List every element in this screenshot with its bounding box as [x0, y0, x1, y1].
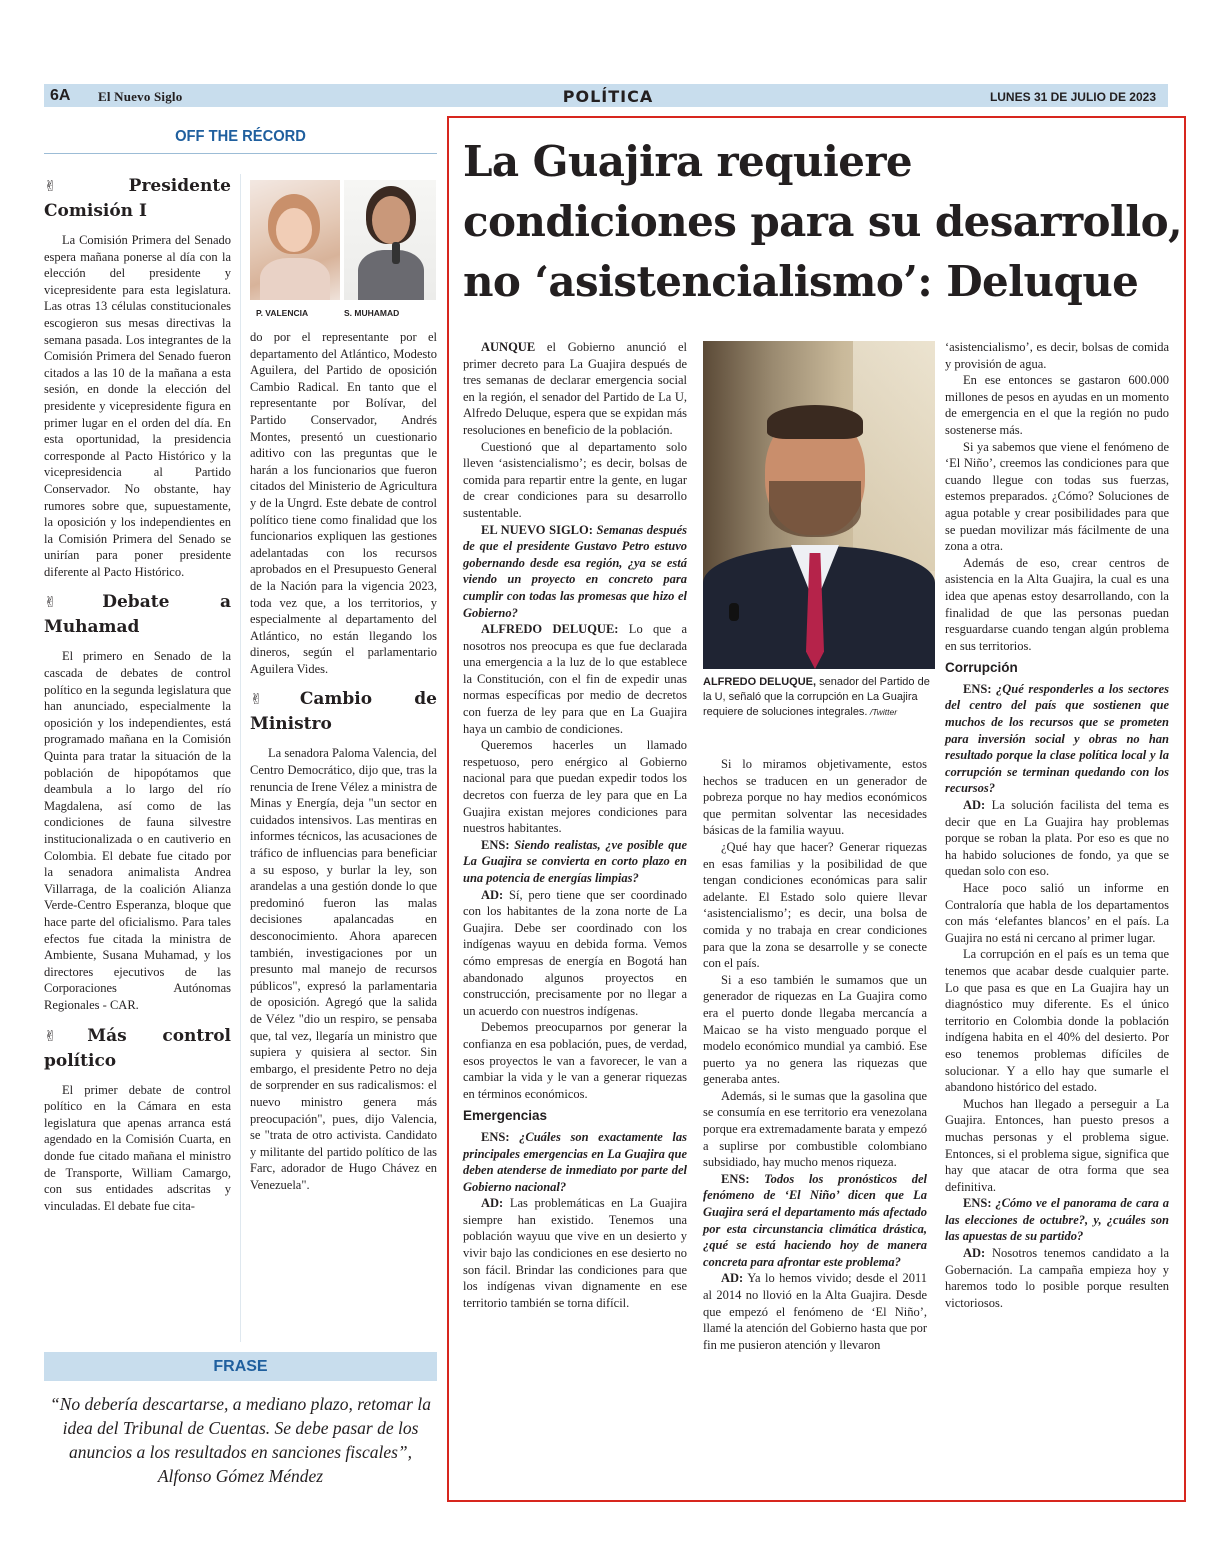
- sidebar-rule: [44, 153, 437, 154]
- article-photo: [703, 341, 935, 669]
- article-subheading: Emergencias: [463, 1108, 548, 1124]
- sidebar-item-text: do por el representante por el departamento del Atlántico, Modesto Aguilera, del Partido de oposición Cambio Radical. En tanto que el representante por Bolívar, del Partido Conservador, Andrés Montes, presentó un cuestionario aditivo con las preguntas que le harán a los funcionarios que fueron citados del Ministerio de Agricultura y de la Ungrd. Este debate de control político tiene como finalidad que los funcionarios expliquen las gestiones adelantadas con los recursos aprobados en el Presupuesto General de la Nación para la vigencia 2023, toda vez que, a los territorios, y especialmente al departamento del Atlántico, no están llegando los dineros, según el parlamentario Aguilera Vides.: [250, 330, 437, 676]
- frase-title: FRASE: [44, 1352, 437, 1381]
- article-paragraph: [945, 681, 1169, 797]
- photo-label: P. VALENCIA: [256, 308, 309, 318]
- victory-hand-icon: ✌: [44, 593, 102, 612]
- speaker-label: ENS:: [963, 681, 992, 696]
- article-column-3: [945, 339, 1169, 1311]
- sidebar-column-1: [44, 172, 231, 1214]
- sidebar-item-text: La Comisión Primera del Senado espera mañana ponerse al día con la elección del presidente y vicepresidente para esta legislatura. Las otras 13 células constitucionales escogieron sus mesas directivas la semana pasada. Los integrantes de la Comisión Primera del Senado fueron citados a las 10 de la mañana a esta sesión, en donde la elección del presidente y vicepresidente figura en primer lugar en el orden del día. En esta oportunidad, la presidencia corresponde al Pacto Histórico y la vicepresidencia al Partido Conservador. No obstante, hay rumores sobre que, supuestamente, la oposición y los independientes en la Comisión Primera del Senado se unirían para poner presidente diferente al Pacto Histórico.: [44, 233, 231, 579]
- article-paragraph: [463, 837, 687, 887]
- section-title: POLÍTICA: [562, 87, 654, 106]
- article-paragraph: [945, 1195, 1169, 1245]
- speaker-label: EL NUEVO SIGLO:: [481, 522, 593, 537]
- interview-question: ¿Cuáles son exactamente las principales emergencias en La Guajira que deben atenderse de inmediato por parte del Gobierno nacional?: [463, 1129, 687, 1194]
- article-paragraph: Si a eso también le sumamos que un generador de riquezas en La Guajira como era el puerto donde llegaba mercancía a Maicao se ha visto menguado porque el modelo económico mundial ya cambió. Ese puerto ya no genera las riquezas que generaba antes.: [703, 972, 927, 1087]
- article-headline: La Guajira requiere condiciones para su desarrollo, no ‘asistencialismo’: Deluque: [463, 137, 1183, 306]
- victory-hand-icon: ✌: [44, 177, 128, 195]
- article-paragraph: AD: Nosotros tenemos candidato a la Gobernación. La campaña empieza hoy y haremos todo lo posible porque resulten victoriosos.: [945, 1246, 1169, 1310]
- portrait-p-valencia: [250, 180, 340, 300]
- speaker-label: AD:: [481, 1196, 504, 1211]
- sidebar-item-text: La senadora Paloma Valencia, del Centro Democrático, dijo que, tras la renuncia de Irene Vélez a ministra de Minas y Energía, deja "un sector en cuidados intensivos. Las mentiras en informes técnicos, las acusaciones de tráfico de influencias para beneficiar a su esposo, y burlar la ley, son arandelas a una gestión donde lo que predominó fueron las malas decisiones apalancadas en desconocimiento. Ahora aparecen también, investigaciones por un presunto mal manejo de recursos públicos", expresó la parlamentaria de oposición. Agregó que la salida de Vélez "dio un respiro, se pensaba que, tal vez, llegaría un ministro que supiera y quisiera al sector. Sin embargo, el presidente Petro no deja de sorprender en sus radicalismos: el nuevo ministro genera más preocupación", pues, dijo Valencia, se "trata de otro activista. Candidato y militante del partido político de las Farc, adorador de Hugo Chávez en Venezuela".: [250, 746, 437, 1192]
- article-subheading: Corrupción: [945, 660, 1018, 676]
- newspaper-name: El Nuevo Siglo: [98, 89, 183, 104]
- article-paragraph: Debemos preocuparnos por generar la confianza en esa población, pues, de verdad, esos proyectos le van a favorecer, le van a cambiar la vida y le van a generar riquezas en términos económicos.: [463, 1020, 687, 1101]
- victory-hand-icon: ✌: [44, 1026, 87, 1045]
- speaker-label: AD:: [721, 1271, 744, 1286]
- speaker-label: ENS:: [963, 1196, 992, 1211]
- article-paragraph: ‘asistencialismo’, es decir, bolsas de comida y provisión de agua.: [945, 340, 1169, 371]
- article-paragraph: Si lo miramos objetivamente, estos hechos se traducen en un generador de pobreza porque no hay medios económicos que permitan solventar las necesidades básicas de la familia wayuu.: [703, 757, 927, 838]
- sidebar-item-heading: ✌Más control político: [44, 1025, 231, 1071]
- speaker-label: ENS:: [481, 837, 510, 852]
- article-paragraph: AD: La solución facilista del tema es decir que en La Guajira hay problemas porque se roban la plata. Por eso es que no ha habido soluciones de fondo, ya que se quedan solo con eso.: [945, 798, 1169, 879]
- speaker-label: AD:: [481, 887, 504, 902]
- interview-question: Todos los pronósticos del fenómeno de ‘El Niño’ dicen que La Guajira será el departamento más afectado por esta circunstancia climática drástica, ¿qué se está haciendo hoy de manera concreta para afrontar este problema?: [703, 1171, 927, 1269]
- speaker-label: AD:: [963, 798, 986, 813]
- article-paragraph: ¿Qué hay que hacer? Generar riquezas en esas familias y la posibilidad de que tengan condiciones económicas para salir adelante. El Estado solo quiere llevar ‘asistencialismo’; es decir, una bolsa de comida y no trabaja en crear condiciones para que la zona se desarrolle y se conecte con el país.: [703, 839, 927, 971]
- article-paragraph: Queremos hacerles un llamado respetuoso, pero enérgico al Gobierno nacional para que puedan expedir todos los decretos con fuerza de ley para que en La Guajira existan mejores condiciones para nuestros habitantes.: [463, 738, 687, 836]
- photo-caption: ALFREDO DELUQUE, senador del Partido de la U, señaló que la corrupción en La Guajira requiere de soluciones integrales. /Twitter: [703, 676, 930, 718]
- sidebar-item-heading: ✌Debate a Muhamad: [44, 592, 231, 638]
- interview-question: Siendo realistas, ¿ve posible que La Guajira se convierta en corto plazo en una potencia de energías limpias?: [463, 837, 687, 885]
- speaker-label: ENS:: [721, 1171, 750, 1186]
- portrait-s-muhamad: [344, 180, 436, 300]
- issue-date: LUNES 31 DE JULIO DE 2023: [989, 90, 1156, 104]
- article-paragraph: AD: Sí, pero tiene que ser coordinado con los habitantes de la zona norte de La Guajira. Debe ser coordinado con los indígenas wayuu en debida forma. Vemos cómo empresas de energía en Bogotá han abandonado algunos proyectos en construcción, precisamente por no llegar a un acuerdo con nuestros indígenas.: [463, 887, 687, 1018]
- article-column-2: [703, 756, 927, 1353]
- speaker-label: ENS:: [481, 1129, 510, 1144]
- frase-quote: “No debería descartarse, a mediano plazo, retomar la idea del Tribunal de Cuentas. Se debe pasar de los anuncios a los resultados en sanciones fiscales”, Alfonso Gómez Méndez: [50, 1394, 431, 1486]
- article-paragraph: AD: Ya lo hemos vivido; desde el 2011 al 2014 no llovió en la Alta Guajira. Desde que empezó el fenómeno de ‘El Niño’, llamé la atención del Gobierno hasta que por fin me pusieron atención y llevaron: [703, 1271, 927, 1352]
- article-paragraph: Hace poco salió un informe en Contraloría que habla de los departamentos con más ‘elefantes blancos’ en el país. La Guajira no está ni cercano al primer lugar.: [945, 881, 1169, 945]
- article-paragraph: [703, 1171, 927, 1271]
- speaker-label: AUNQUE: [481, 340, 536, 354]
- interview-question: ¿Cómo ve el panorama de cara a las elecciones de octubre?, y, ¿cuáles son las apuestas de su partido?: [945, 1196, 1169, 1244]
- article-column-1: [463, 339, 687, 1311]
- article-paragraph: La corrupción en el país es un tema que tenemos que acabar desde cualquier parte. Lo que pasa es que en La Guajira hay un diagnóstico muy diferente. Es el único territorio en Colombia donde la población indígena habita en el 40% del desierto. Por eso tenemos problemas difíciles de solucionar. Y a ello hay que sumarle el abandono histórico del estado.: [945, 947, 1169, 1095]
- article-paragraph: Si ya sabemos que viene el fenómeno de ‘El Niño’, creemos las condiciones para que cuando llegue con todas sus fuerzas, estemos preparados. ¿Cómo? Soluciones de agua potable y crear posibilidades para que se puedan movilizar más fácilmente de una zona a otra.: [945, 439, 1169, 554]
- column-divider: [240, 174, 241, 1342]
- page-number: 6A: [50, 87, 71, 104]
- speaker-label: AD:: [963, 1246, 986, 1261]
- article-paragraph: Además, si le sumas que la gasolina que se consumía en ese territorio era venezolana porque era extremadamente barata y empezó a suplirse por combustible colombiano subsidiado, hay mucho menos riqueza.: [703, 1088, 927, 1170]
- sidebar-title: OFF THE RÉCORD: [175, 128, 306, 145]
- article-paragraph: AUNQUE el Gobierno anunció el primer decreto para La Guajira después de tres semanas de declarar emergencia social en la región, el senador del Partido de La U, Alfredo Deluque, espera que se expidan más resoluciones en beneficio de la población.: [463, 340, 687, 437]
- victory-hand-icon: ✌: [250, 690, 299, 709]
- interview-question: ¿Qué responderles a los sectores del centro del país que sostienen que muchos de los recursos que se prometen para inversión social y obras no han resultado porque la clase política local y la corrupción se terminan quedando con los recursos?: [945, 681, 1169, 796]
- photo-label: S. MUHAMAD: [344, 308, 400, 318]
- sidebar-column-2: [250, 329, 437, 1194]
- sidebar-item-text: El primero en Senado de la cascada de debates de control político en la segunda legislatura que han anunciado, especialmente la oposición y los independientes, está programado mañana en la Comisión Quinta para tratar la situación de la población de hipopótamos que deambula a lo largo del río Magdalena, así como de las condiciones de fauna silvestre institucionalizada o en cautiverio en Colombia. El debate fue citado por la senadora animalista Andrea Villarraga, de la coalición Alianza Verde-Centro Esperanza, bloque que hace parte del oficialismo. Para tales efectos fue citada la ministra de Ambiente, Susana Muhamad, y los directores ejecutivos de las Corporaciones Autónomas Regionales - CAR.: [44, 649, 231, 1012]
- article-paragraph: En ese entonces se gastaron 600.000 millones de pesos en ayudas en un momento de emergencia en el que la región no pudo sostenerse más.: [945, 373, 1169, 437]
- article-paragraph: ALFREDO DELUQUE: Lo que a nosotros nos preocupa es que fue declarada una emergencia a la luz de lo que establece la Constitución, con el fin de expedir unas normas específicas por medio de decretos con fuerza de ley para que en La Guajira haya un cambio de condiciones.: [463, 622, 688, 736]
- article-paragraph: Además de eso, crear centros de asistencia en la Alta Guajira, la cual es una idea que apenas estoy desarrollando, con la finalidad de que las personas puedan resguardarse cuando tengan algún problema en sus territorios.: [945, 555, 1169, 653]
- speaker-label: ALFREDO DELUQUE:: [481, 622, 619, 637]
- sidebar-item-text: El primer debate de control político en la Cámara en esta legislatura que apenas arranca está agendado en la Comisión Cuarta, en donde fue citado mañana el ministro de Transporte, William Camargo, con sus entidades adscritas y vinculadas. El debate fue cita-: [44, 1082, 231, 1213]
- article-paragraph: [463, 1129, 687, 1195]
- interview-question: Semanas después de que el presidente Gustavo Petro estuvo gobernando desde esa región, ¿ya se está viendo un proyecto en concreto para cumplir con todas las promesas que hizo el Gobierno?: [463, 522, 687, 620]
- article-paragraph: Muchos han llegado a perseguir a La Guajira. Entonces, han puesto presos a muchas personas y el problema sigue. Entonces, si el problema sigue, significa que hay que atacar de otra forma que sea definitiva.: [945, 1096, 1169, 1194]
- article-paragraph: AD: Las problemáticas en La Guajira siempre han existido. Tenemos una población wayuu que vive en un desierto y vivir bajo las condiciones en ese desierto no son fácil. Brindar las condiciones para que los indígenas vivan dignamente en ese territorio también se torna difícil.: [463, 1196, 687, 1310]
- article-paragraph: [463, 522, 687, 622]
- sidebar-item-heading: ✌Cambio de Ministro: [250, 689, 437, 735]
- article-paragraph: Cuestionó que al departamento solo lleven ‘asistencialismo’; es decir, bolsas de comida para repartir entre la gente, en lugar de crear condiciones para su desarrollo sustentable.: [463, 439, 687, 520]
- sidebar-item-heading: ✌Presidente Comisión I: [44, 176, 231, 221]
